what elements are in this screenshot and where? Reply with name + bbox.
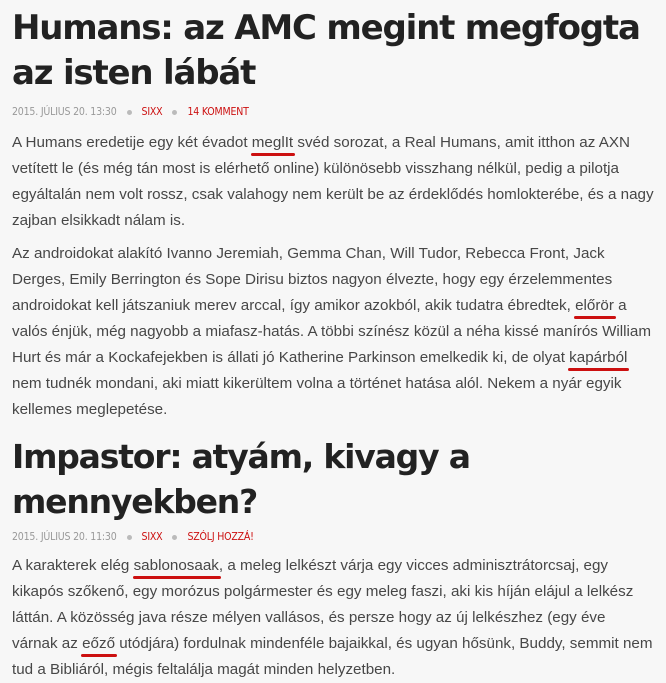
article-meta xyxy=(12,106,654,118)
paragraph-text: svéd sorozat, a Real Humans, amit itthon az AXN vetített le (és még tán most is elérhető online) különösebb visszhang nélkül, pedig a pilotja egyáltalán nem volt rossz, csak valahogy nem került be az érdeklődés homlokterébe, és a nagy zajban elsikkadt nálam is. xyxy=(12,134,654,229)
article-title[interactable]: Impastor: atyám, kivagy a mennyekben? xyxy=(12,437,470,521)
separator-dot xyxy=(172,535,177,540)
paragraph-text: nem tudnék mondani, aki miatt kikerültem volna a történet hatása alól. Nekem a nyár egyik kellemes meglepetése. xyxy=(12,375,622,418)
misspelled-word: előrör xyxy=(575,297,614,314)
paragraph-text: A karakterek elég xyxy=(12,557,134,574)
article-impastor xyxy=(12,430,654,683)
separator-dot xyxy=(172,110,177,115)
misspelled-word: eőző xyxy=(82,635,116,652)
misspelled-word: kapárból xyxy=(569,349,628,366)
separator-dot xyxy=(127,110,132,115)
paragraph-text: a valós énjük, még nagyobb a miafasz-hatás. A többi színész közül a néha kissé manírós William Hurt és már a Kockafejekben is állati jó Katherine Parkinson emelkedik ki, de olyat xyxy=(12,297,652,366)
misspelled-word: sablonosaak xyxy=(133,557,219,574)
misspelled-word: meglIt xyxy=(251,134,294,151)
paragraph-text: utódjára) fordulnak mindenféle bajaikkal, és ugyan hősünk, Buddy, semmit nem tud a Bibliáról, mégis feltalálja magát minden helyzetben. xyxy=(12,635,653,678)
paragraph-text: Az androidokat alakító Ivanno Jeremiah, Gemma Chan, Will Tudor, Rebecca Front, Jack Derges, Emily Berrington és Sope Dirisu biztos nagyon élvezte, hogy egy érzelemmentes androidokat kell játszaniuk merev arccal, így amikor azokból, akik tudatra ébredtek, xyxy=(12,245,613,314)
category-link[interactable]: SIXX xyxy=(141,106,163,118)
comments-link[interactable]: 14 KOMMENT xyxy=(187,106,249,118)
article-title[interactable]: Humans: az AMC megint megfogta az isten lábát xyxy=(12,8,640,93)
article-paragraph xyxy=(12,241,654,423)
article-paragraph xyxy=(12,553,654,683)
separator-dot xyxy=(127,535,132,540)
article-humans xyxy=(12,0,654,423)
article-date: 2015. JÚLIUS 20. 11:30 xyxy=(12,531,117,543)
comments-link[interactable]: SZÓLJ HOZZÁ! xyxy=(187,531,254,543)
article-paragraph xyxy=(12,130,654,234)
paragraph-text: A Humans eredetije egy két évadot xyxy=(12,134,252,151)
article-meta xyxy=(12,531,654,543)
paragraph-text: , a meleg lelkészt várja egy vicces adminisztrátorcsaj, egy kikapós szőkenő, egy morózus polgármester és egy meleg faszi, aki kis híján elájul a lelkész láttán. A közösség java része mélyen vallásos, és persze hogy az új lelkészhez (egy éve várnak az xyxy=(12,557,634,652)
category-link[interactable]: SIXX xyxy=(141,531,163,543)
article-date: 2015. JÚLIUS 20. 13:30 xyxy=(12,106,117,118)
